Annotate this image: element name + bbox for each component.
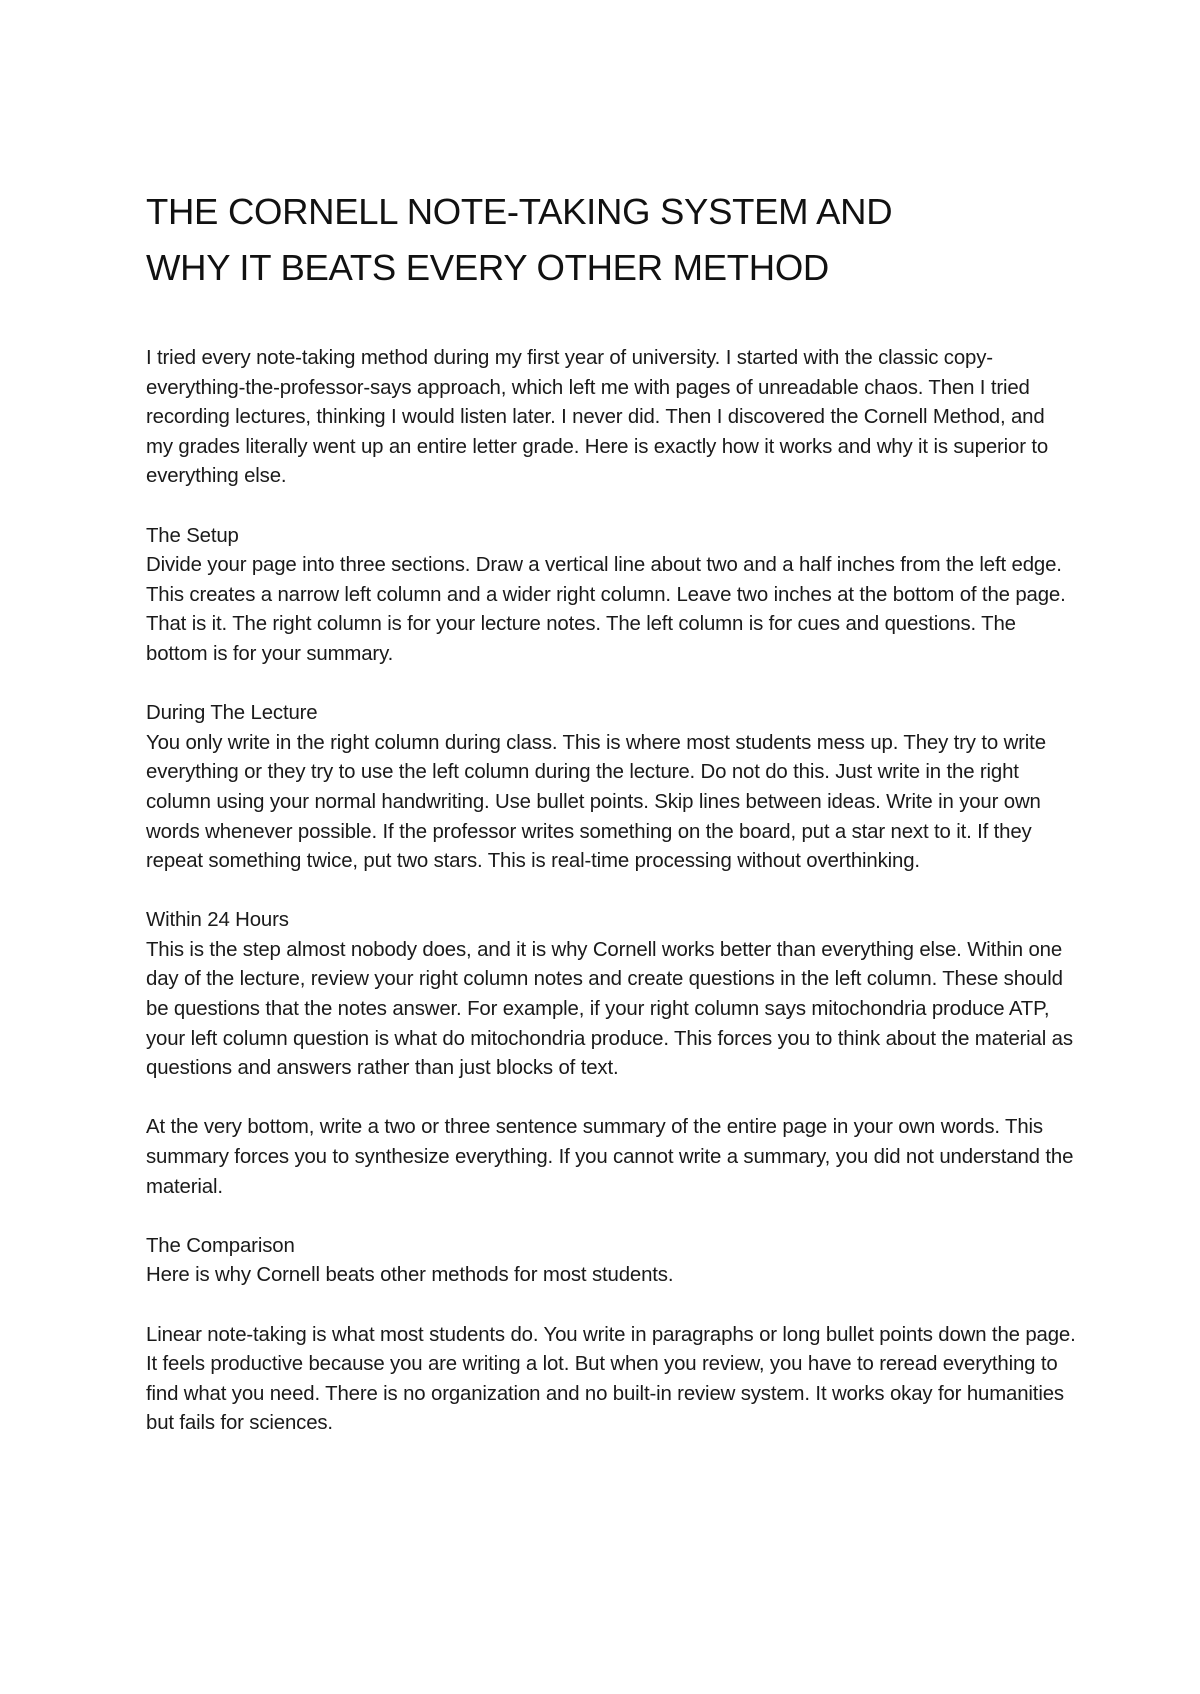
title-line-1: THE CORNELL NOTE-TAKING SYSTEM AND — [146, 191, 893, 232]
section-setup — [146, 522, 1076, 670]
section-heading: During The Lecture — [146, 702, 318, 725]
section-during-lecture — [146, 699, 1076, 877]
section-heading: The Setup — [146, 524, 239, 547]
section-body: Divide your page into three sections. Draw a vertical line about two and a half inches from the left edge. This creates a narrow left column and a wider right column. Leave two inches at the bottom of the page. That is it. The right column is for your lecture notes. The left column is for cues and questions. The bottom is for your summary. — [146, 554, 1066, 665]
document-title — [146, 184, 1076, 296]
intro-paragraph: I tried every note-taking method during my first year of university. I started with the classic copy-everything-the-professor-says approach, which left me with pages of unreadable chaos. Then I tried recording lectures, thinking I would listen later. I never did. Then I discovered the Cornell Method, and my grades literally went up an entire letter grade. Here is exactly how it works and why it is superior to everything else. — [146, 347, 1049, 488]
section-within-24-hours — [146, 906, 1076, 1084]
summary-paragraph: At the very bottom, write a two or three sentence summary of the entire page in your own words. This summary forces you to synthesize everything. If you cannot write a summary, you did not understand the material. — [146, 1116, 1074, 1198]
section-heading: The Comparison — [146, 1234, 295, 1257]
section-body: Here is why Cornell beats other methods for most students. — [146, 1264, 674, 1287]
title-line-2: WHY IT BEATS EVERY OTHER METHOD — [146, 247, 829, 288]
section-body: This is the step almost nobody does, and it is why Cornell works better than everything else. Within one day of the lecture, review your right column notes and create questions in the left column. These should be questions that the notes answer. For example, if your right column says mitochondria produce ATP, your left column question is what do mitochondria produce. This forces you to think about the material as questions and answers rather than just blocks of text. — [146, 938, 1073, 1080]
linear-note-taking-paragraph: Linear note-taking is what most students do. You write in paragraphs or long bullet points down the page. It feels productive because you are writing a lot. But when you review, you have to reread everything to find what you need. There is no organization and no built-in review system. It works okay for humanities but fails for sciences. — [146, 1323, 1076, 1435]
section-comparison — [146, 1232, 1076, 1291]
section-heading: Within 24 Hours — [146, 909, 289, 932]
document-page — [146, 184, 1076, 1469]
section-body: You only write in the right column during class. This is where most students mess up. They try to write everything or they try to use the left column during the lecture. Do not do this. Just write in the right column using your normal handwriting. Use bullet points. Skip lines between ideas. Write in your own words whenever possible. If the professor writes something on the board, put a star next to it. If they repeat something twice, put two stars. This is real-time processing without overthinking. — [146, 731, 1046, 873]
